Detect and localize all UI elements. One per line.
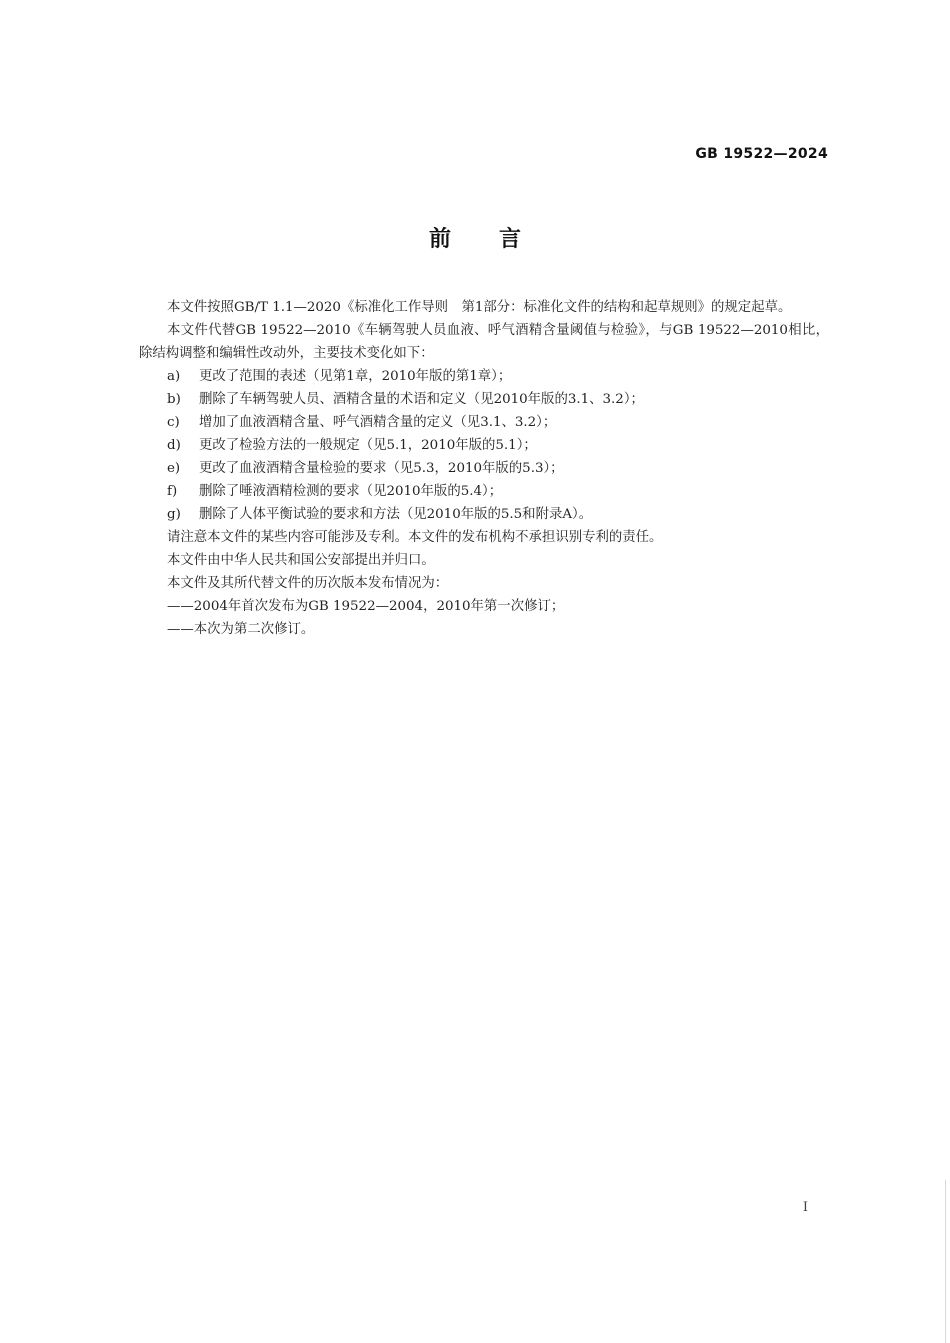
list-item-text: 更改了检验方法的一般规定（见5.1，2010年版的5.1）； <box>199 438 537 453</box>
list-marker: b) <box>167 392 181 407</box>
changes-list <box>139 365 829 526</box>
list-item-text: 删除了人体平衡试验的要求和方法（见2010年版的5.5和附录A）。 <box>199 507 593 522</box>
history-item: ——2004年首次发布为GB 19522—2004，2010年第一次修订； <box>167 599 565 614</box>
document-body <box>139 296 829 641</box>
list-item-text: 增加了血液酒精含量、呼气酒精含量的定义（见3.1、3.2）； <box>199 415 557 430</box>
list-item <box>167 503 829 526</box>
paragraph-patent-notice: 请注意本文件的某些内容可能涉及专利。本文件的发布机构不承担识别专利的责任。 <box>167 530 663 545</box>
history-item: ——本次为第二次修订。 <box>167 622 315 637</box>
list-marker: a) <box>167 369 181 384</box>
paragraph-drafting-basis: 本文件按照GB/T 1.1—2020《标准化工作导则 第1部分：标准化文件的结构和起草规则》的规定起草。 <box>167 300 792 315</box>
standard-id: GB 19522—2024 <box>695 146 828 162</box>
section-title: 前言 <box>428 227 569 252</box>
list-item-text: 更改了血液酒精含量检验的要求（见5.3，2010年版的5.3）； <box>199 461 564 476</box>
list-item <box>167 434 829 457</box>
list-item <box>167 480 829 503</box>
paragraph-replacement: 本文件代替GB 19522—2010《车辆驾驶人员血液、呼气酒精含量阈值与检验》，与GB 19522—2010相比，除结构调整和编辑性改动外，主要技术变化如下： <box>139 323 829 361</box>
page-edge-divider <box>945 1180 946 1343</box>
list-item <box>167 388 829 411</box>
list-item <box>167 411 829 434</box>
list-item <box>167 365 829 388</box>
paragraph-proposer: 本文件由中华人民共和国公安部提出并归口。 <box>167 553 435 568</box>
page-number: I <box>802 1200 808 1215</box>
list-item <box>167 457 829 480</box>
list-marker: d) <box>167 438 181 453</box>
list-marker: g) <box>167 507 181 522</box>
list-item-text: 更改了范围的表述（见第1章，2010年版的第1章）； <box>199 369 512 384</box>
list-marker: c) <box>167 415 180 430</box>
list-item-text: 删除了车辆驾驶人员、酒精含量的术语和定义（见2010年版的3.1、3.2）； <box>199 392 644 407</box>
list-marker: e) <box>167 461 181 476</box>
paragraph-history-intro: 本文件及其所代替文件的历次版本发布情况为： <box>167 576 449 591</box>
list-marker: f) <box>167 484 178 499</box>
list-item-text: 删除了唾液酒精检测的要求（见2010年版的5.4）； <box>199 484 503 499</box>
